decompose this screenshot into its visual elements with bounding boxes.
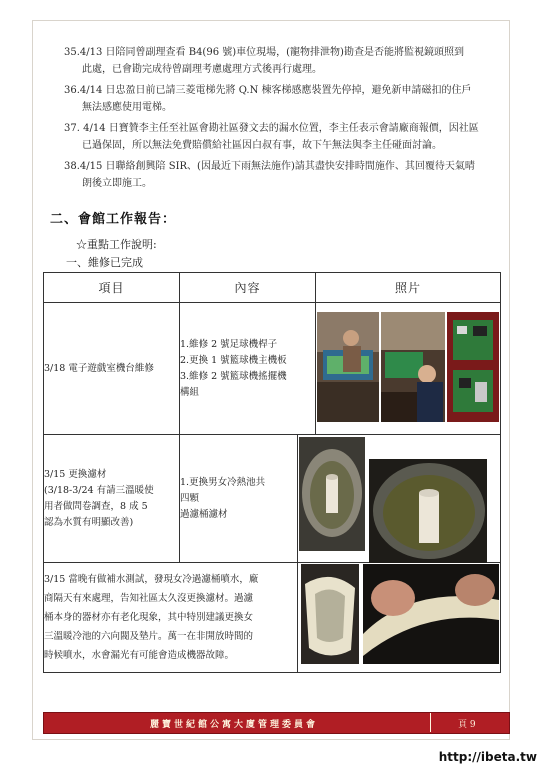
- header-item: 項目: [44, 273, 180, 303]
- footer-divider: [430, 713, 431, 732]
- watermark-url: http://ibeta.tw: [438, 750, 537, 764]
- row2-content-line: 1.更換男女冷熱池共: [180, 476, 266, 488]
- row1-item: [44, 303, 180, 435]
- row3-note: [44, 563, 298, 673]
- row1-content-line: 3.維修 2 號籃球機搖擺機: [180, 370, 287, 382]
- row2-content: [180, 435, 298, 563]
- row1-content-line: 2.更換 1 號籃球機主機板: [180, 354, 287, 366]
- header-content: 內容: [180, 273, 316, 303]
- row2-item: [44, 435, 180, 563]
- sub-title: ☆重點工作說明:: [76, 238, 157, 251]
- footer-org-name: 麗寶世紀館公寓大廈管理委員會: [150, 720, 319, 730]
- list-item-35: [64, 44, 504, 78]
- row1-content: [180, 303, 316, 435]
- row2-content-line: 過濾桶濾材: [180, 508, 228, 520]
- item-text-cont: 無法感應使用電梯。: [82, 102, 172, 113]
- list-item-37: [64, 120, 504, 154]
- row3-note-line: 商隔天有來處理，告知社區太久沒更換濾材。過濾: [44, 593, 254, 604]
- item-text-cont: 朗後立即施工。: [82, 178, 152, 189]
- photo-game-machine-repair-1: [317, 312, 379, 422]
- row3-note-line: 三溫暖冷池的六向閥及墊片。萬一在非開放時間的: [44, 631, 254, 642]
- item-text-cont: 已過保固，所以無法免費賠償給社區因白叔有事，故下午無法與李主任碰面討論。: [82, 140, 442, 151]
- item-text: 4/15 日聯絡創興陪 SIR、(因最近下雨無法施作)請其盡快安排時間施作、其回覆待天氣晴: [79, 161, 475, 172]
- photo-filter-tank-1: [299, 437, 365, 551]
- row2-item-line: 認為水質有明顯改善): [44, 516, 134, 528]
- item-number: 37.: [64, 123, 80, 134]
- row3-note-line: 時候噴水，水會漏光有可能會造成機器故障。: [44, 650, 235, 661]
- photo-valve-part: [301, 564, 359, 664]
- row3-note-line: 3/15 當晚有做補水測試，發現女冷過濾桶噴水，廠: [44, 574, 259, 585]
- item-text-cont: 此處，已會勘完成待曾副理考慮處理方式後再行處理。: [82, 64, 322, 75]
- photo-circuit-board: [447, 312, 499, 422]
- row2-item-line: 用者做問卷調查，8 成 5: [44, 500, 148, 512]
- page-number: 頁 9: [458, 720, 476, 730]
- photo-game-machine-repair-2: [381, 312, 445, 422]
- row2-content-line: 四顆: [180, 492, 200, 504]
- section-title: 二、會館工作報告：: [50, 212, 177, 227]
- sub-sub-title: 一、維修已完成: [66, 256, 143, 269]
- row1-content-line: 構組: [180, 386, 200, 398]
- item-number: 36.: [64, 85, 80, 96]
- photo-filter-tank-2: [369, 459, 487, 563]
- row3-note-line: 桶本身的器材亦有老化現象，其中特別建議更換女: [44, 612, 254, 623]
- list-item-36: [64, 82, 504, 116]
- item-number: 35.: [64, 47, 80, 58]
- photo-gasket-in-hand: [363, 564, 499, 664]
- row2-item-line: (3/18-3/24 有請三溫暖使: [44, 484, 154, 496]
- list-item-38: [64, 158, 504, 192]
- header-photo: 照片: [316, 273, 501, 303]
- item-text: 4/14 日寶贊李主任至社區會勘社區發文去的漏水位置，李主任表示會請廠商報價，因社區: [83, 123, 479, 134]
- item-number: 38.: [64, 161, 80, 172]
- row1-content-line: 1.維修 2 號足球機桿子: [180, 338, 278, 350]
- item-text: 4/14 日忠盈日前已請三菱電梯先將 Q.N 棟客梯感應裝置先停掉，避免新申請磁扣的住戶: [79, 85, 472, 96]
- row2-item-line: 3/15 更換濾材: [44, 468, 107, 480]
- row1-item-text: 3/18 電子遊戲室機台維修: [44, 362, 154, 374]
- item-text: 4/13 日陪同曾副理查看 B4(96 號)車位現場，(寵物排泄物)勘查是否能將監視鏡頭照到: [79, 47, 464, 58]
